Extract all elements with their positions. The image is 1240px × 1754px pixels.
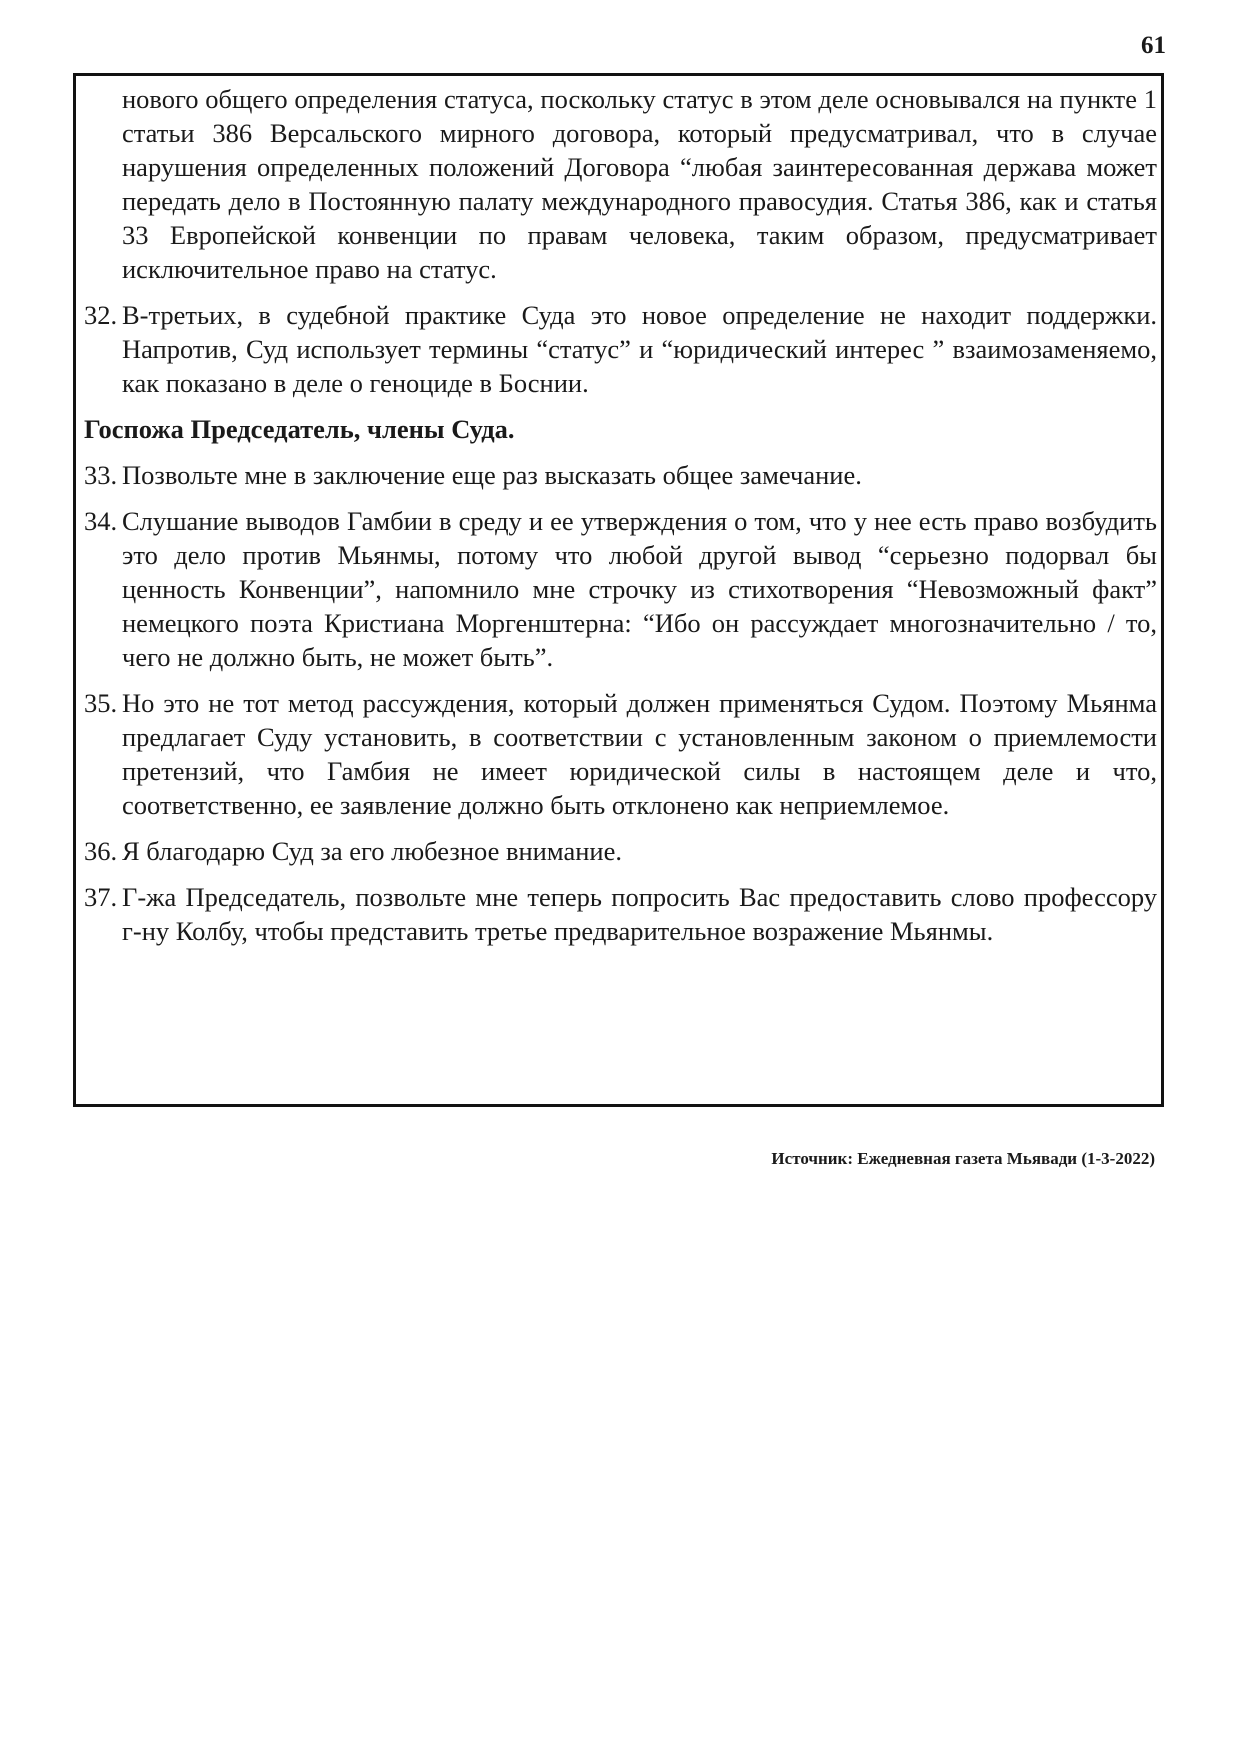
paragraph-32 — [84, 298, 1157, 400]
paragraph-text: нового общего определения статуса, поскольку статус в этом деле основывался на пункте 1 статьи 386 Версальского мирного договора, который предусматривал, что в случае нарушения определенных положений Договора “любая заинтересованная держава может передать дело в Постоянную палату международного правосудия. Статья 386, как и статья 33 Европейской конвенции по правам человека, таким образом, предусматривает исключительное право на статус. — [122, 84, 1157, 284]
paragraph-continuation — [84, 82, 1157, 286]
paragraph-number: 35. — [84, 688, 118, 718]
paragraph-text: Позвольте мне в заключение еще раз высказать общее замечание. — [122, 460, 862, 490]
text-content — [84, 82, 1157, 960]
paragraph-number: 37. — [84, 882, 118, 912]
quoted-text-box — [73, 73, 1164, 1107]
paragraph-number: 36. — [84, 836, 118, 866]
paragraph-36 — [84, 834, 1157, 868]
paragraph-35 — [84, 686, 1157, 822]
paragraph-34 — [84, 504, 1157, 674]
paragraph-text: Я благодарю Суд за его любезное внимание. — [122, 836, 622, 866]
paragraph-text: Слушание выводов Гамбии в среду и ее утверждения о том, что у нее есть право возбудить это дело против Мьянмы, потому что любой другой вывод “серьезно подорвал бы ценность Конвенции”, напомнило мне строчку из стихотворения “Невозможный факт” немецкого поэта Кристиана Моргенштерна: “Ибо он рассуждает многозначительно / то, чего не должно быть, не может быть”. — [122, 506, 1157, 672]
source-citation: Источник: Ежедневная газета Мьявади (1-3-2022) — [771, 1149, 1155, 1168]
paragraph-37 — [84, 880, 1157, 948]
paragraph-text: Но это не тот метод рассуждения, который должен применяться Судом. Поэтому Мьянма предлагает Суду установить, в соответствии с установленным законом о приемлемости претензий, что Гамбия не имеет юридической силы в настоящем деле и что, соответственно, ее заявление должно быть отклонено как неприемлемое. — [122, 688, 1157, 820]
paragraph-text: Г-жа Председатель, позвольте мне теперь попросить Вас предоставить слово профессору г-ну Колбу, чтобы представить третье предварительное возражение Мьянмы. — [122, 882, 1157, 946]
paragraph-number: 33. — [84, 460, 118, 490]
address-heading: Госпожа Председатель, члены Суда. — [84, 414, 515, 444]
paragraph-number: 32. — [84, 300, 118, 330]
paragraph-number: 34. — [84, 506, 118, 536]
page-number: 61 — [1141, 32, 1166, 59]
paragraph-33 — [84, 458, 1157, 492]
paragraph-text: В-третьих, в судебной практике Суда это новое определение не находит поддержки. Напротив, Суд использует термины “статус” и “юридический интерес ” взаимозаменяемо, как показано в деле о геноциде в Боснии. — [122, 300, 1157, 398]
